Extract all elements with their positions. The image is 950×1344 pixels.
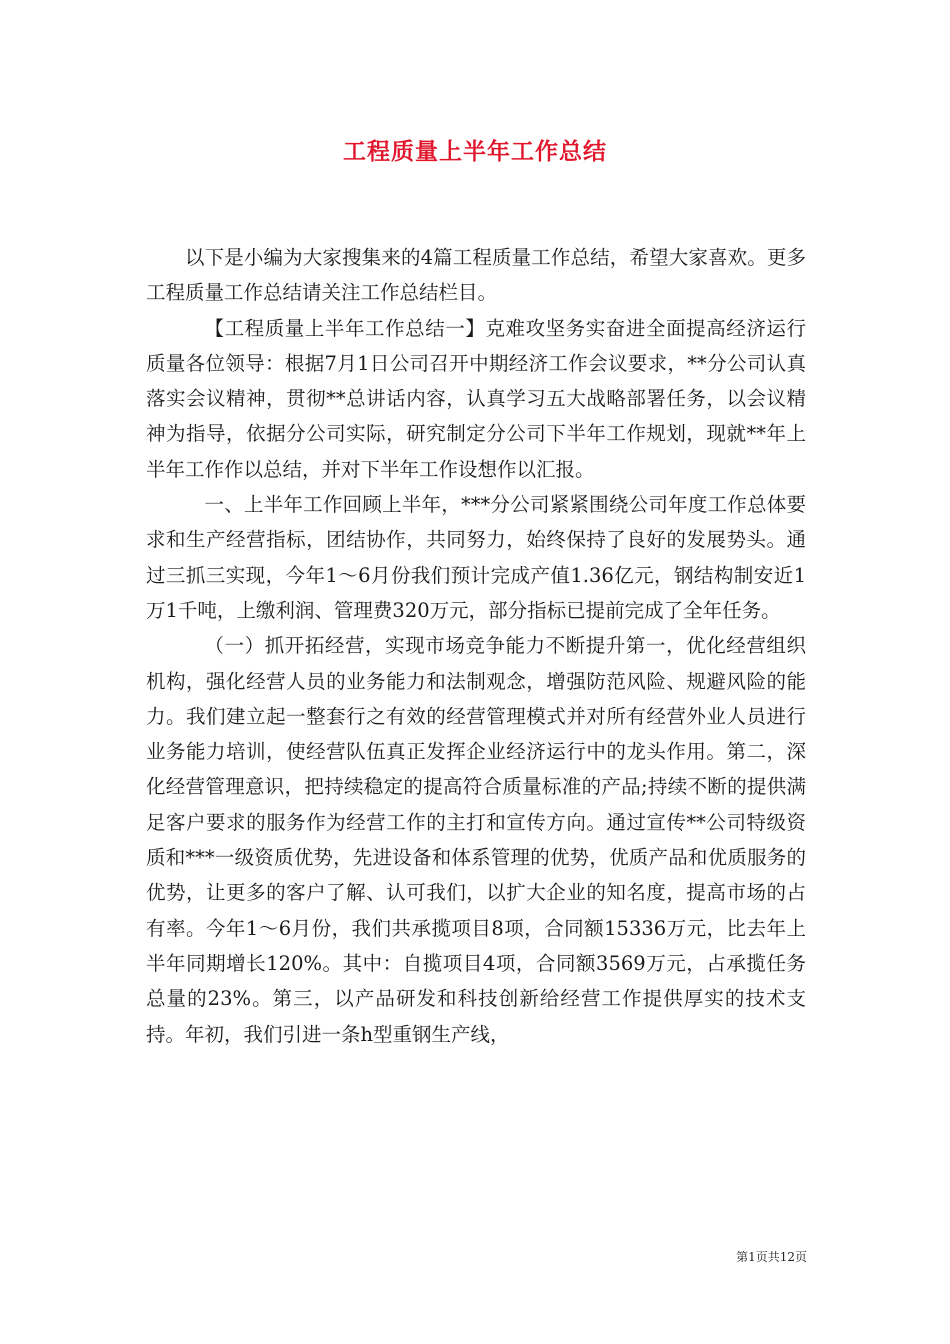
paragraph-review: 一、上半年工作回顾上半年，***分公司紧紧围绕公司年度工作总体要求和生产经营指标，团结协作，共同努力，始终保持了良好的发展势头。通过三抓三实现，今年1～6月份我们预计完成产值1.36亿元，钢结构制安近1万1千吨，上缴利润、管理费320万元，部分指标已提前完成了全年任务。 — [146, 493, 806, 622]
paragraph-summary-one: 【工程质量上半年工作总结一】克难攻坚务实奋进全面提高经济运行质量各位领导：根据7月1日公司召开中期经济工作会议要求，**分公司认真落实会议精神，贯彻**总讲话内容，认真学习五大战略部署任务，以会议精神为指导，依据分公司实际，研究制定分公司下半年工作规划，现就**年上半年工作作以总结，并对下半年工作设想作以汇报。 — [146, 316, 806, 481]
paragraph-intro: 以下是小编为大家搜集来的4篇工程质量工作总结，希望大家喜欢。更多工程质量工作总结请关注工作总结栏目。 — [146, 246, 806, 305]
paragraph-marketing: （一）抓开拓经营，实现市场竞争能力不断提升第一，优化经营组织机构，强化经营人员的业务能力和法制观念，增强防范风险、规避风险的能力。我们建立起一整套行之有效的经营管理模式并对所有经营外业人员进行业务能力培训，使经营队伍真正发挥企业经济运行中的龙头作用。第二，深化经营管理意识，把持续稳定的提高符合质量标准的产品;持续不断的提供满足客户要求的服务作为经营工作的主打和宣传方向。通过宣传**公司特级资质和***一级资质优势，先进设备和体系管理的优势，优质产品和优质服务的优势，让更多的客户了解、认可我们，以扩大企业的知名度，提高市场的占有率。今年1～6月份，我们共承揽项目8项，合同额15336万元，比去年上半年同期增长120%。其中：自揽项目4项，合同额3569万元，占承揽任务总量的23%。第三，以产品研发和科技创新给经营工作提供厚实的技术支持。年初，我们引进一条h型重钢生产线， — [146, 634, 806, 1046]
page-number: 第1页共12页 — [736, 1250, 807, 1264]
document-body — [146, 240, 806, 1052]
document-title: 工程质量上半年工作总结 — [343, 138, 607, 165]
